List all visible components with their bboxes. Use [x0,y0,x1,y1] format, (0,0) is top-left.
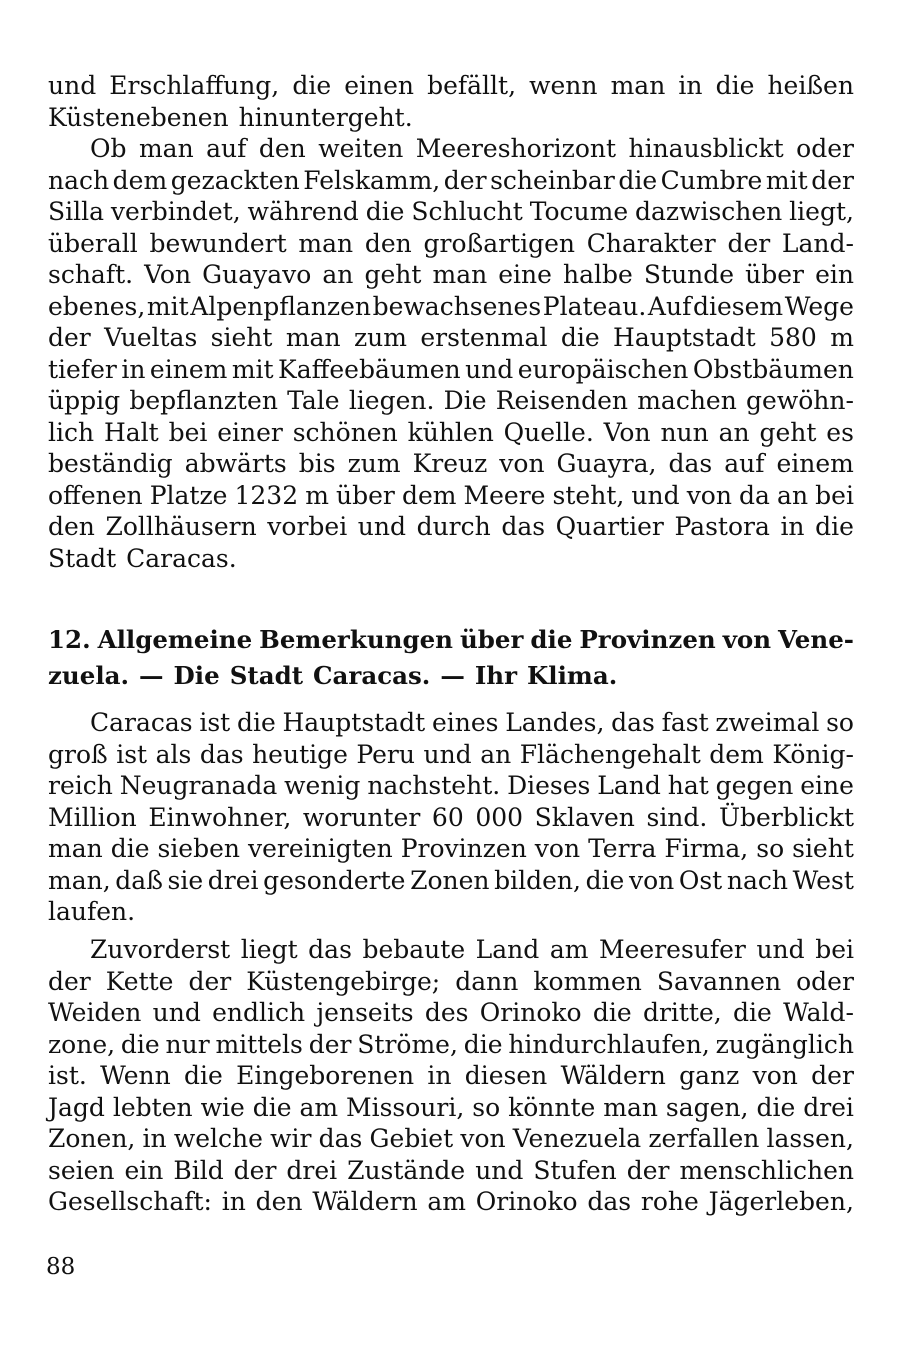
text-line: Gesellschaft: in den Wäldern am Orinoko das rohe Jägerleben, [48,1187,854,1216]
text-line: zone, die nur mittels der Ströme, die hindurchlaufen, zugänglich [48,1029,854,1059]
text-line: man die sieben vereinigten Provinzen von Terra Firma, so sieht [48,834,854,863]
text-line: ebenes, mit Alpenpflanzen bewachsenes Plateau. Auf diesem Wege [48,291,854,321]
text-line: den Zollhäusern vorbei und durch das Quartier Pastora in die [48,512,854,541]
paragraph-continuation [48,70,854,133]
paragraph-three-zones [48,934,854,1218]
page-number: 88 [46,1254,76,1280]
text-line: Zuvorderst liegt das bebaute Land am Meeresufer und bei [90,935,854,964]
text-line: seien ein Bild der drei Zustände und Stufen der menschlichen [48,1155,854,1185]
text-line: und Erschlaffung, die einen befällt, wenn man in die heißen [48,71,854,100]
text-line: Jagd lebten wie die am Missouri, so könnte man sagen, die drei [48,1092,854,1122]
text-line: offenen Platze 1232 m über dem Meere steht, und von da an bei [48,480,854,510]
text-line: groß ist als das heutige Peru und an Flächengehalt dem König- [48,739,854,769]
section-heading [48,622,854,694]
text-line: schaft. Von Guayavo an geht man eine halbe Stunde über ein [48,260,854,289]
text-line: reich Neugranada wenig nachsteht. Dieses Land hat gegen eine [48,771,854,800]
text-line: 12. Allgemeine Bemerkungen über die Provinzen von Vene- [48,625,854,654]
text-line: zuela. — Die Stadt Caracas. — Ihr Klima. [48,661,618,690]
text-line: Küstenebenen hinuntergeht. [48,102,413,132]
text-line: Ob man auf den weiten Meereshorizont hinausblickt oder [90,134,854,163]
text-line: Zonen, in welche wir das Gebiet von Venezuela zerfallen lassen, [48,1124,854,1153]
text-line: Weiden und endlich jenseits des Orinoko die dritte, die Wald- [48,998,854,1027]
text-line: laufen. [48,897,136,926]
text-line: lich Halt bei einer schönen kühlen Quelle. Von nun an geht es [48,417,854,447]
text-line: Stadt Caracas. [48,543,237,573]
text-line: Million Einwohner, worunter 60 000 Sklaven sind. Überblickt [48,802,854,832]
text-line: Silla verbindet, während die Schlucht Tocume dazwischen liegt, [48,197,854,226]
paragraph-caracas-overview [48,707,854,928]
text-line: Caracas ist die Hauptstadt eines Landes, das fast zweimal so [90,708,854,737]
text-line: man, daß sie drei gesonderte Zonen bilden, die von Ost nach West [48,865,854,895]
text-line: tiefer in einem mit Kaffeebäumen und europäischen Obstbäumen [48,354,854,384]
text-line: der Kette der Küstengebirge; dann kommen Savannen oder [48,966,854,996]
paragraph-route-description [48,133,854,574]
text-line: üppig bepflanzten Tale liegen. Die Reisenden machen gewöhn- [48,386,854,415]
text-line: der Vueltas sieht man zum erstenmal die Hauptstadt 580 m [48,323,854,352]
text-line: ist. Wenn die Eingeborenen in diesen Wäldern ganz von der [48,1061,854,1090]
text-line: überall bewundert man den großartigen Charakter der Land- [48,228,854,258]
text-line: nach dem gezackten Felskamm, der scheinbar die Cumbre mit der [48,165,854,195]
text-line: beständig abwärts bis zum Kreuz von Guayra, das auf einem [48,449,854,478]
